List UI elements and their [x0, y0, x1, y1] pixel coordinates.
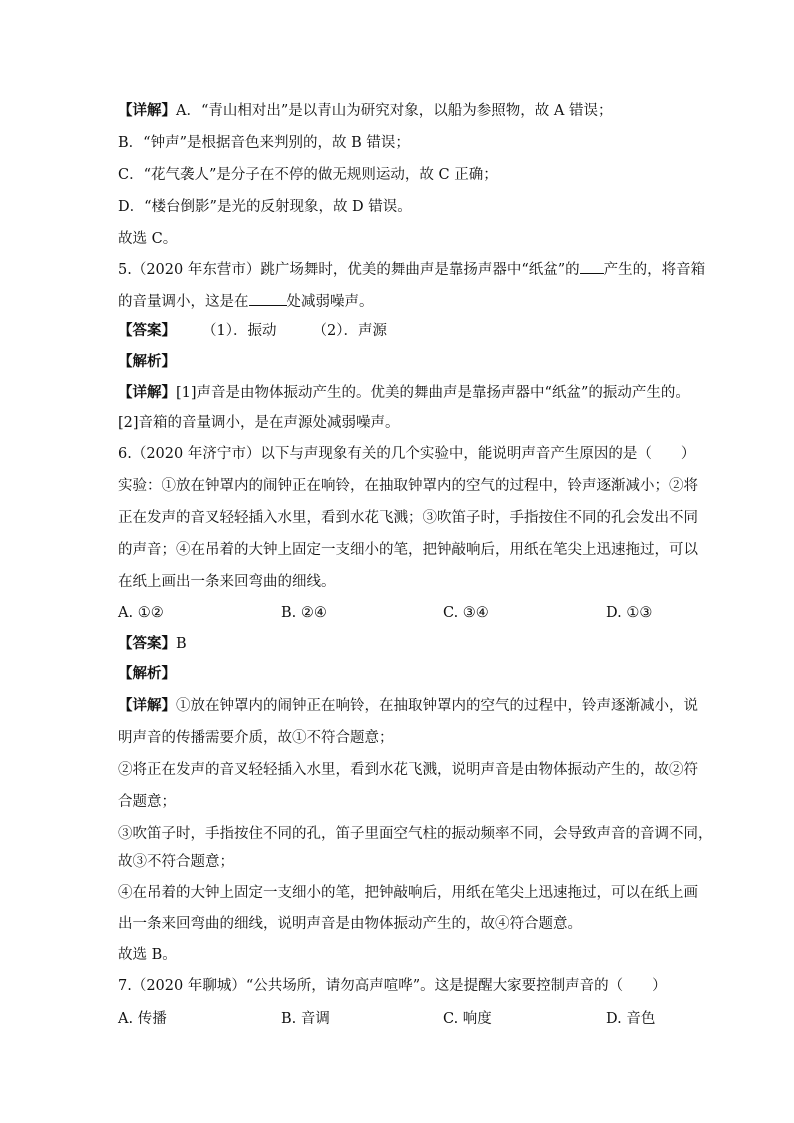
- question-5-detail-2: [2]音箱的音量调小，是在声源处减弱噪声。: [118, 415, 400, 431]
- question-5-text-a: 5.（2020 年东营市）跳广场舞时，优美的舞曲声是靠扬声器中“纸盆”的: [118, 262, 580, 278]
- detail-tag: 【详解】: [118, 697, 176, 714]
- question-6-option-d: D. ①③: [606, 605, 653, 621]
- conclusion-line: 故选 C。: [118, 231, 178, 247]
- question-6-option-a: A. ①②: [118, 605, 164, 621]
- fill-blank-1: [580, 259, 604, 274]
- question-7-option-b: B. 音调: [281, 1011, 330, 1027]
- question-6-answer: [118, 634, 187, 654]
- answer-tag: 【答案】: [118, 635, 176, 652]
- detail-line-c: C．“花气袭人”是分子在不停的做无规则运动，故 C 正确；: [118, 167, 498, 183]
- question-6-detail-8: 出一条来回弯曲的细线，说明声音是由物体振动产生的，故④符合题意。: [118, 916, 582, 932]
- question-6-conclusion: 故选 B。: [118, 947, 177, 963]
- detail-line-a: [118, 101, 612, 121]
- question-6-detail-5: ③吹笛子时，手指按住不同的孔，笛子里面空气柱的振动频率不同，会导致声音的音调不同，: [118, 826, 713, 842]
- question-5-analysis-tag: 【解析】: [118, 353, 176, 370]
- question-7-option-d: D. 音色: [606, 1011, 656, 1027]
- detail-line-d: D．“楼台倒影”是光的反射现象，故 D 错误。: [118, 199, 412, 215]
- detail-tag: 【详解】: [118, 384, 176, 401]
- detail-text: [1]声音是由物体振动产生的。优美的舞曲声是靠扬声器中“纸盆”的振动产生的。: [176, 385, 690, 401]
- question-6-analysis-tag: 【解析】: [118, 665, 176, 682]
- question-5-answer: [118, 321, 387, 341]
- question-6-detail-4: 合题意；: [118, 794, 176, 810]
- question-6-detail-7: ④在吊着的大钟上固定一支细小的笔，把钟敲响后，用纸在笔尖上迅速拖过，可以在纸上画: [118, 885, 698, 901]
- question-7-option-c: C. 响度: [443, 1011, 492, 1027]
- question-6-exp-4: 在纸上画出一条来回弯曲的细线。: [118, 574, 336, 590]
- question-6-stem: 6.（2020 年济宁市）以下与声现象有关的几个实验中，能说明声音产生原因的是（ ）: [118, 446, 696, 462]
- question-5-line-2: [118, 291, 374, 312]
- question-6-detail-1: [118, 696, 698, 716]
- detail-text: A．“青山相对出”是以青山为研究对象，以船为参照物，故 A 错误；: [176, 103, 613, 119]
- question-6-option-b: B. ②④: [281, 605, 327, 621]
- question-6-detail-2: 明声音的传播需要介质，故①不符合题意；: [118, 730, 394, 746]
- question-7-option-a: A. 传播: [118, 1011, 167, 1027]
- question-5-text-c: 的音量调小，这是在: [118, 294, 249, 310]
- question-6-detail-6: 故③不符合题意；: [118, 854, 234, 870]
- detail-tag: 【详解】: [118, 102, 176, 119]
- question-5-detail-1: [118, 383, 690, 403]
- answer-2: （2）．声源: [312, 323, 387, 339]
- detail-text: ①放在钟罩内的闹钟正在响铃，在抽取钟罩内的空气的过程中，铃声逐渐减小，说: [176, 698, 698, 714]
- question-6-detail-3: ②将正在发声的音叉轻轻插入水里，看到水花飞溅，说明声音是由物体振动产生的，故②符: [118, 762, 698, 778]
- question-6-option-c: C. ③④: [443, 605, 489, 621]
- question-6-exp-2: 正在发声的音叉轻轻插入水里，看到水花飞溅；③吹笛子时，手指按住不同的孔会发出不同: [118, 510, 698, 526]
- question-6-exp-1: 实验：①放在钟罩内的闹钟正在响铃，在抽取钟罩内的空气的过程中，铃声逐渐减小；②将: [118, 478, 698, 494]
- fill-blank-2: [249, 291, 287, 306]
- question-6-exp-3: 的声音；④在吊着的大钟上固定一支细小的笔，把钟敲响后，用纸在笔尖上迅速拖过，可以: [118, 542, 698, 558]
- question-5-text-b: 产生的，将音箱: [603, 262, 706, 278]
- question-7-stem: 7.（2020 年聊城）“公共场所，请勿高声喧哗”。这是提醒大家要控制声音的（ ）: [118, 978, 667, 994]
- answer-1: （1）．振动: [202, 323, 277, 339]
- question-5-line-1: [118, 259, 705, 280]
- question-5-text-d: 处减弱噪声。: [286, 294, 374, 310]
- answer-tag: 【答案】: [118, 322, 176, 339]
- detail-line-b: B．“钟声”是根据音色来判别的，故 B 错误；: [118, 135, 410, 151]
- answer-value: B: [176, 636, 187, 652]
